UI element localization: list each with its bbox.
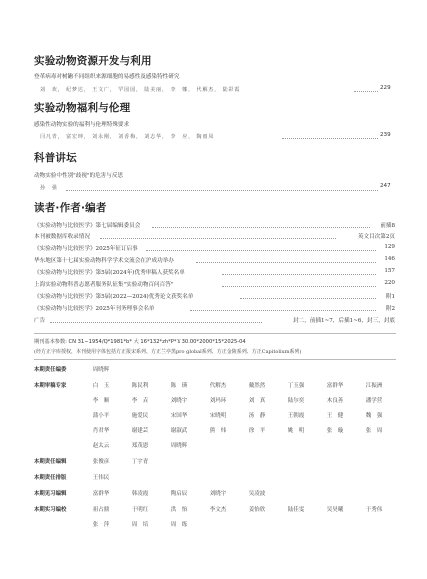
staff-name: 赵太云 (92, 443, 110, 449)
staff-label: 本期责任编辑 (34, 459, 67, 465)
staff-name: 熊 炜 (209, 428, 227, 434)
staff-name: 姜怡欣 (248, 507, 266, 513)
staff-name: 周晓辉 (170, 443, 188, 449)
notice-item-ads[interactable]: 广告 (34, 318, 46, 324)
dot-leader (222, 274, 376, 275)
article-authors: 孙 强 (40, 185, 58, 191)
staff-name: 张俊彦 (92, 459, 110, 465)
article-authors: 闫凡青， 富宏坤， 刘永刚， 刘香梅， 刘志华， 李 应， 陶雨凤 (40, 134, 215, 140)
staff-name: 李 垚 (131, 398, 149, 404)
notice-item[interactable]: 《实验动物与比较医学》第5届(2024年)优秀审稿人获奖名单 (34, 270, 185, 276)
staff-name: 刘晓宇 (209, 491, 227, 497)
staff-label: 本期实习编校 (34, 507, 67, 513)
staff-name: 郑茂恩 (131, 443, 149, 449)
notice-page: 157 (384, 268, 395, 274)
staff-name: 宋国华 (170, 413, 188, 419)
staff-name: 洪 怡 (170, 507, 188, 513)
notice-page: 129 (384, 244, 395, 250)
article-page-number: 247 (380, 183, 391, 189)
staff-name: 祖占鼎 (92, 507, 110, 513)
divider (34, 333, 396, 334)
staff-name: 刘玛环 (209, 398, 227, 404)
staff-name: 李文杰 (209, 507, 227, 513)
staff-name: 吴凌波 (248, 491, 266, 497)
dot-leader (152, 227, 370, 228)
section-title-welfare: 实验动物福利与伦理 (34, 102, 131, 114)
staff-name: 代解杰 (209, 383, 227, 389)
staff-name: 张 萍 (92, 522, 110, 528)
staff-name: 吴昊曦 (326, 507, 344, 513)
staff-name: 肖君华 (92, 428, 110, 434)
staff-name: 王伟民 (92, 475, 110, 481)
dot-leader (50, 322, 262, 323)
staff-label: 本期审稿专家 (34, 383, 67, 389)
staff-name: 周 练 (170, 522, 188, 528)
staff-name: 富群华 (92, 491, 110, 497)
notice-item[interactable]: 本刊被数据库收录情况 (34, 234, 90, 240)
staff-name: 魏 强 (365, 413, 383, 419)
dot-leader (190, 310, 376, 311)
notice-page: 146 (384, 256, 395, 262)
notice-page: 附2 (385, 306, 395, 312)
staff-name: 李 顺 (92, 398, 110, 404)
staff-name: 施爱民 (131, 413, 149, 419)
dot-leader (100, 238, 336, 239)
section-title-resources: 实验动物资源开发与利用 (34, 55, 152, 67)
staff-name: 王朝霞 (287, 413, 305, 419)
notice-item[interactable]: 华东地区第十七届实验动物科学学术交流会在沪成功举办 (34, 258, 174, 264)
staff-name: 江振洲 (365, 383, 383, 389)
staff-name: 周晓辉 (92, 367, 110, 373)
staff-label: 本期见习编辑 (34, 491, 67, 497)
journal-parameters: 期刊基本参数: CN 31−1954/Q*1981*b* 大 16*132*zh*P*￥30.00*2000*15*2025-04 (34, 339, 246, 345)
staff-name: 徐 平 (248, 428, 266, 434)
staff-name: 周 培 (131, 522, 149, 528)
font-license-note: (经方正字库授权，本刊使用字体包括方正报宋系列、方正兰亭黑pro global系列、方正金陵系列、方正Capitolium系列) (34, 349, 302, 355)
section-title-readers: 读者·作者·编者 (34, 202, 107, 214)
staff-name: 富群华 (326, 383, 344, 389)
staff-name: 张 璇 (326, 428, 344, 434)
article-page-number: 239 (380, 132, 391, 138)
article-page-number: 229 (380, 85, 391, 91)
dot-leader (354, 91, 378, 92)
divider (34, 359, 396, 360)
staff-name: 白 玉 (92, 383, 110, 389)
staff-name: 姚 明 (287, 428, 305, 434)
staff-name: 刘 真 (248, 398, 266, 404)
staff-name: 谢建芸 (131, 428, 149, 434)
staff-name: 韩凌霞 (131, 491, 149, 497)
notice-item[interactable]: 《实验动物与比较医学》第七届编辑委员会 (34, 223, 141, 229)
dot-leader (240, 298, 376, 299)
notice-item[interactable]: 《实验动物与比较医学》第5届(2022—2024)优秀论文获奖名单 (34, 294, 194, 300)
staff-name: 木良善 (326, 398, 344, 404)
notice-page: 前插8 (380, 223, 395, 229)
article-title[interactable]: 登革病毒对树鼩不同组织来源细胞的易感性及感染特性研究 (34, 74, 180, 80)
article-title[interactable]: 感染性动物实验的福利与伦理特殊要求 (34, 122, 130, 128)
staff-name: 陆佳雯 (287, 507, 305, 513)
notice-item[interactable]: 《实验动物与比较医学》2025年征订启事 (34, 246, 138, 252)
article-authors: 刘 欢， 纪梦达， 王文广， 罕园园， 陆美丽， 李 娜， 代解杰， 陆彩霞 (40, 87, 241, 93)
staff-name: 戴然然 (248, 383, 266, 389)
staff-name: 陶启辰 (170, 491, 188, 497)
notice-page: 附1 (385, 294, 395, 300)
dot-leader (66, 190, 378, 191)
staff-label: 本期责任排版 (34, 475, 67, 481)
staff-name: 汤 静 (248, 413, 266, 419)
notice-page: 220 (384, 280, 395, 286)
notice-item[interactable]: 《实验动物与比较医学》2025年刊务理事会名单 (34, 306, 155, 312)
staff-name: 丁玉强 (287, 383, 305, 389)
dot-leader (196, 262, 376, 263)
staff-name: 于秀伟 (365, 507, 383, 513)
dot-leader (222, 286, 376, 287)
notice-page: 英文目次第2页 (357, 234, 395, 240)
article-title[interactable]: 动物实验中性别"歧视"的危害与反思 (34, 173, 124, 179)
staff-name: 潘学营 (365, 398, 383, 404)
dot-leader (146, 250, 376, 251)
staff-name: 张 周 (365, 428, 383, 434)
staff-label: 本期责任编委 (34, 367, 67, 373)
staff-name: 谢淑武 (170, 428, 188, 434)
staff-name: 陈 瑛 (170, 383, 188, 389)
staff-name: 陈民利 (131, 383, 149, 389)
staff-name: 蒲小平 (92, 413, 110, 419)
staff-name: 于明红 (131, 507, 149, 513)
section-title-popular-science: 科普讲坛 (34, 152, 77, 164)
dot-leader (282, 138, 378, 139)
staff-name: 陆尔奕 (287, 398, 305, 404)
staff-name: 刘晓宇 (170, 398, 188, 404)
staff-name: 王 健 (326, 413, 344, 419)
notice-page: 封二，前插1~7，后插1~6，封三，封底 (293, 318, 395, 324)
staff-name: 宋晓明 (209, 413, 227, 419)
notice-item[interactable]: 上海实验动物科普志愿者服务队征集"实验动物百问百答" (34, 282, 174, 288)
staff-name: 丁宇青 (131, 459, 149, 465)
